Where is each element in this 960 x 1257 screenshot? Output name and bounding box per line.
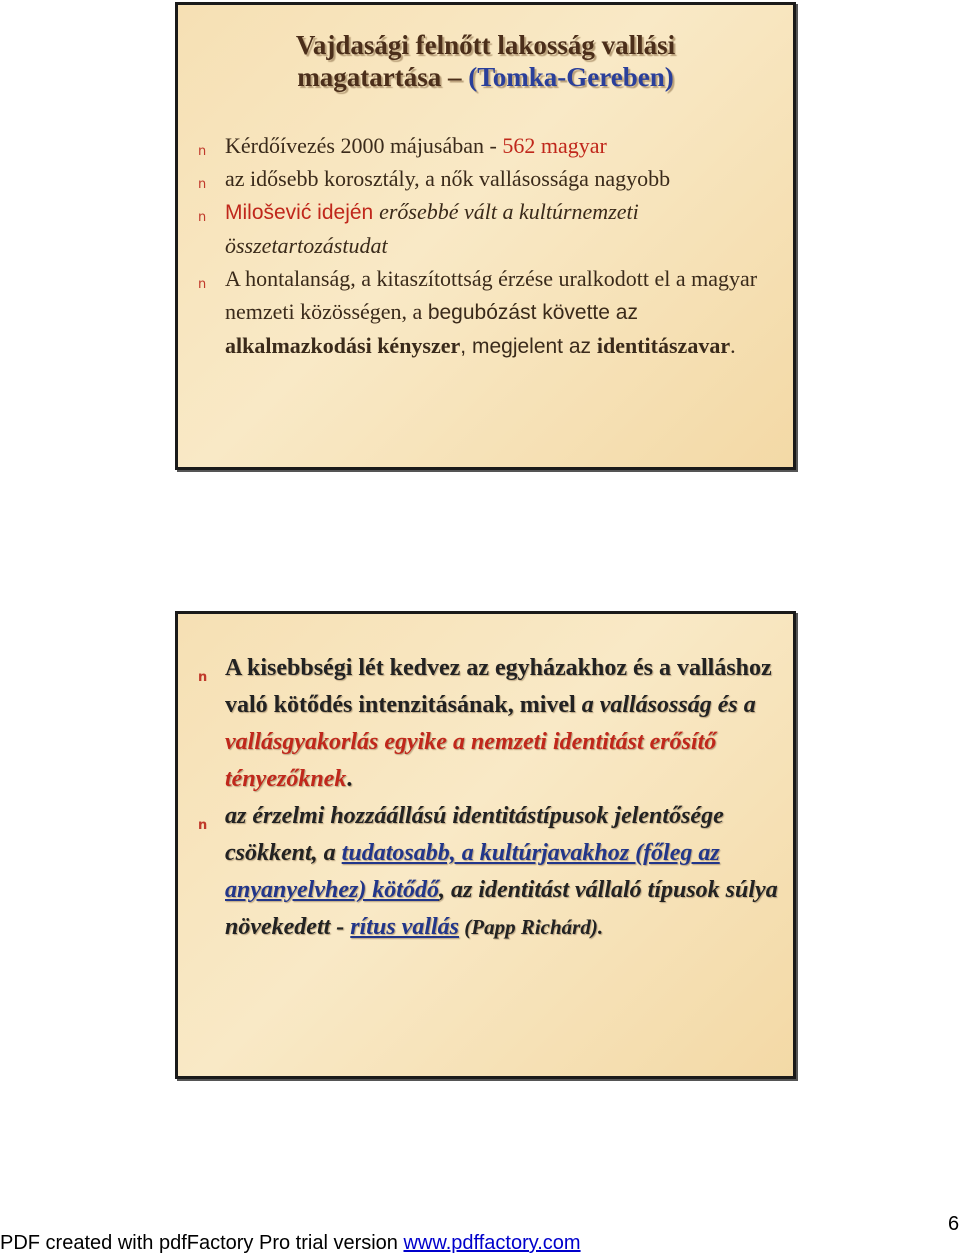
title-line-2 [178,61,793,93]
bullet-bold: alkalmazkodási kényszer [225,333,461,358]
bullet-marker-icon: n [198,177,207,192]
slide-2 [175,611,796,1079]
bullet-highlight: 562 magyar [502,133,607,158]
bullet-italic: az érzelmi hozzáállású identitástípusok jelentősége csökkent, a [225,803,724,866]
bullet-italic: a vallásosság és a [581,692,756,718]
footer-link[interactable]: www.pdffactory.com [403,1232,581,1254]
pdf-footer [0,1232,581,1255]
bullet-bold: identitászavar [596,333,731,358]
slide-1-title [178,29,793,93]
bullet-citation: (Papp Richárd). [459,915,604,939]
bullet-marker-icon: n [198,670,208,685]
bullet-italic: , az identitást vállaló típusok súlya növekedett - [225,877,778,940]
bullet-highlight: vallásgyakorlás egyike a nemzeti identitást erősítő tényezőknek [225,729,717,792]
bullet-text-sans: begubózást követte az [427,301,638,324]
bullet-highlight: rítus vallás [350,914,459,940]
bullet-highlight: Milošević idején [225,201,380,224]
slide-1 [175,2,796,470]
bullet-marker-icon: n [198,144,207,159]
bullet-homelessness [198,262,783,363]
bullet-text: A hontalanság, a kitaszítottság érzése uralkodott el a magyar nemzeti közösségen, a [225,266,758,324]
title-main-part: magatartása – [297,62,469,92]
bullet-milosevic [198,195,783,262]
bullet-text: . [730,333,736,358]
bullet-text: az idősebb korosztály, a nők vallásossága nagyobb [225,166,671,191]
bullet-text: . [346,766,353,792]
bullet-marker-icon: n [198,818,208,833]
slide-2-bullets [198,650,783,946]
bullet-text-sans: , megjelent az [460,335,597,358]
bullet-identity-types [198,798,783,946]
bullet-text: A kisebbségi lét kedvez az egyházakhoz és a valláshoz való kötődés intenzitásának, mivel [225,655,772,718]
bullet-marker-icon: n [198,277,207,292]
bullet-survey [198,129,783,162]
bullet-highlight: tudatosabb, a kultúrjavakhoz (főleg az anyanyelvhez) kötődő [225,840,720,903]
page-number: 6 [948,1213,960,1235]
bullet-text: erősebbé vált a kultúrnemzeti összetartozástudat [225,199,639,258]
bullet-age-gender [198,162,783,195]
bullet-marker-icon: n [198,210,207,225]
bullet-minority [198,650,783,798]
bullet-text: Kérdőívezés 2000 májusában - [225,133,503,158]
title-line-1: Vajdasági felnőtt lakosság vallási [295,30,676,60]
title-source: (Tomka-Gereben) [468,62,674,92]
slide-1-bullets [198,129,783,363]
footer-text: PDF created with pdfFactory Pro trial version [0,1232,404,1254]
